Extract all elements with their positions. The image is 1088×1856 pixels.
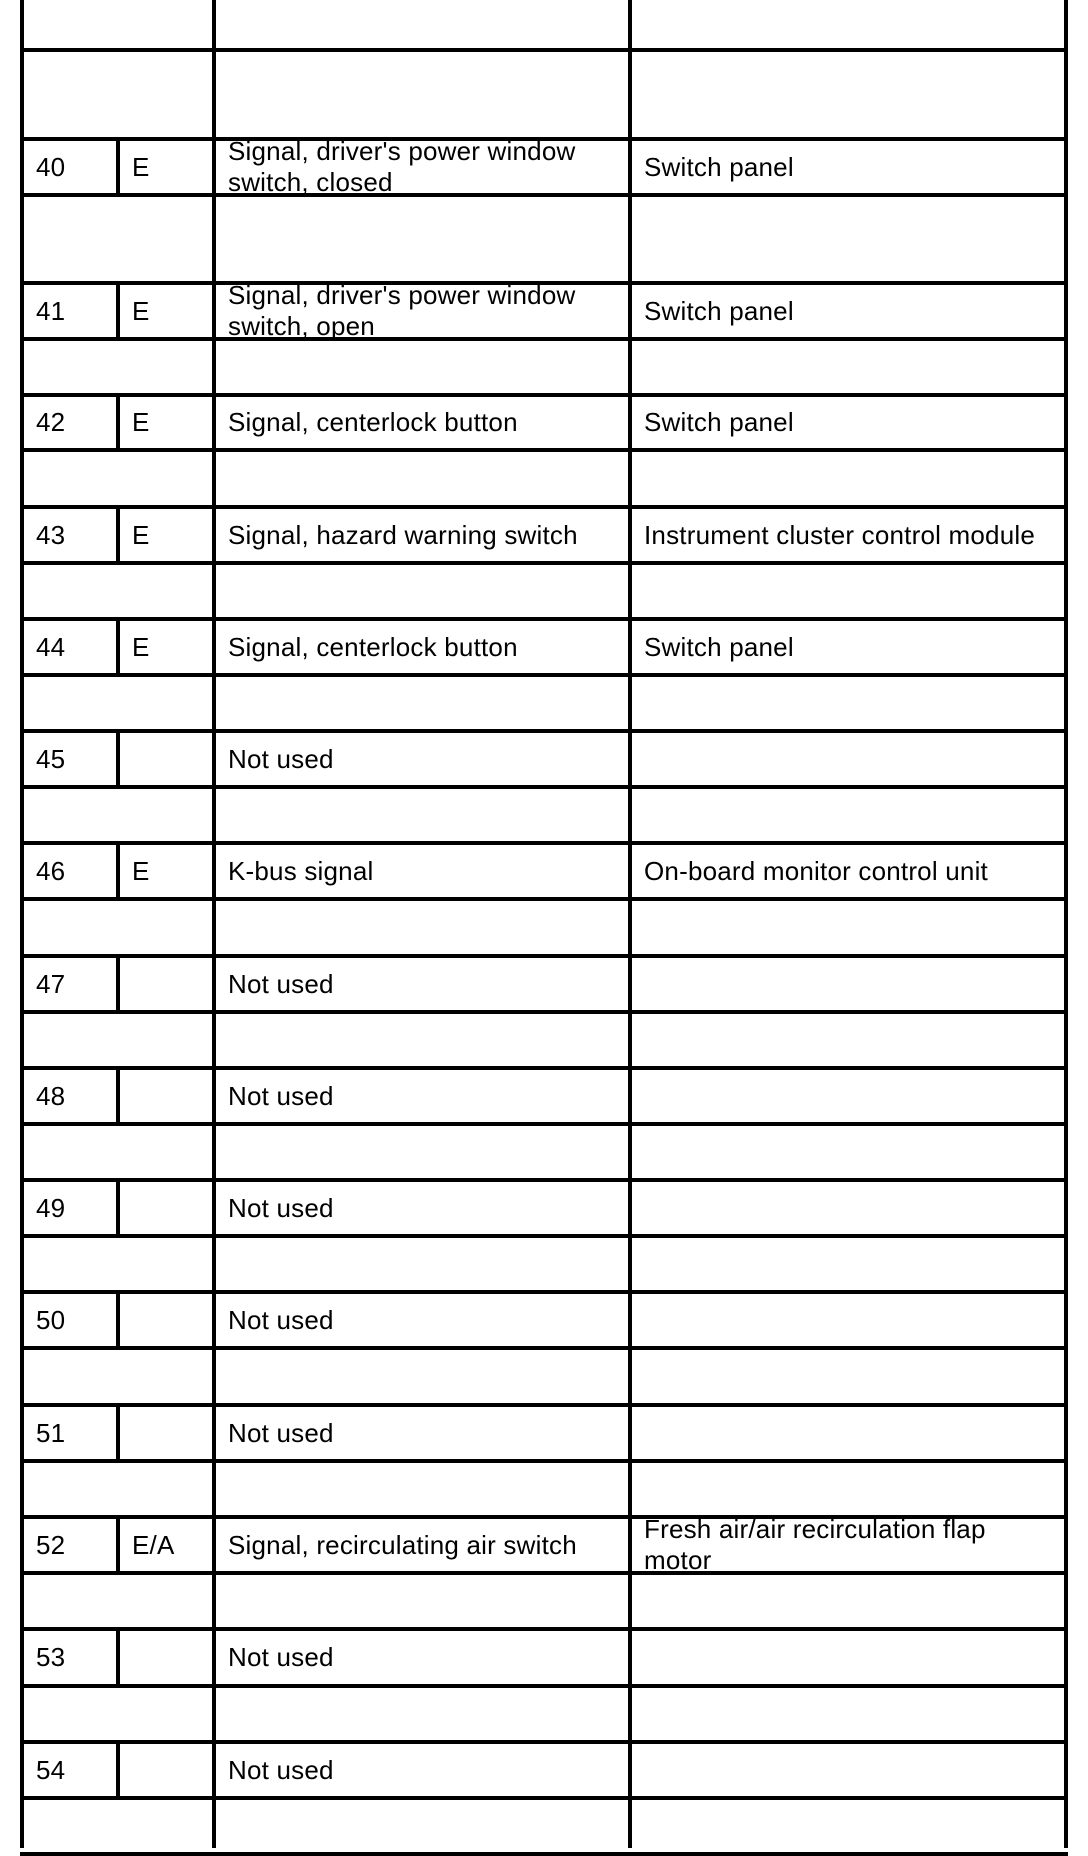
row-border: [20, 1796, 1068, 1800]
pin-cell: 50: [36, 1304, 66, 1335]
pin-cell: 49: [36, 1192, 66, 1223]
pin-cell: 51: [36, 1417, 66, 1448]
description-cell: Not used: [228, 743, 334, 774]
description-cell: Not used: [228, 968, 334, 999]
description-cell: Not used: [228, 1642, 334, 1672]
row-border: [20, 954, 1068, 958]
pin-type-divider: [116, 1515, 120, 1575]
row-border: [20, 48, 1068, 52]
row-border: [20, 505, 1068, 509]
type-cell: E: [132, 295, 150, 326]
pin-cell: 43: [36, 519, 66, 550]
pin-cell: 48: [36, 1080, 66, 1111]
row-border: [20, 1346, 1068, 1350]
row-border: [20, 617, 1068, 621]
type-cell: E: [132, 407, 150, 437]
row-border: [20, 729, 1068, 733]
pin-type-divider: [116, 393, 120, 452]
pin-cell: 40: [36, 151, 66, 182]
type-cell: E: [132, 855, 150, 886]
description-cell: Signal, driver's power window switch, closed: [228, 136, 576, 197]
component-cell: Fresh air/air recirculation flap motor: [644, 1514, 986, 1575]
pin-type-divider: [116, 617, 120, 677]
pin-cell: 46: [36, 855, 66, 886]
row-border: [20, 1684, 1068, 1688]
component-cell: Switch panel: [644, 151, 794, 182]
pin-cell: 54: [36, 1754, 66, 1785]
pin-cell: 44: [36, 631, 66, 662]
pin-type-divider: [116, 505, 120, 565]
pin-type-divider: [116, 1627, 120, 1688]
pin-type-divider: [116, 729, 120, 789]
row-border: [20, 1852, 1068, 1856]
pin-type-divider: [116, 281, 120, 341]
description-cell: Signal, recirculating air switch: [228, 1529, 577, 1560]
description-cell: Not used: [228, 1754, 334, 1785]
component-cell: Switch panel: [644, 631, 794, 662]
type-cell: E/A: [132, 1529, 175, 1560]
row-border: [20, 1403, 1068, 1407]
description-cell: Not used: [228, 1080, 334, 1111]
pin-type-divider: [116, 954, 120, 1014]
row-border: [20, 1234, 1068, 1238]
column-border: [20, 0, 24, 1848]
row-border: [20, 897, 1068, 901]
row-border: [20, 393, 1068, 397]
pin-type-divider: [116, 1740, 120, 1800]
description-cell: Signal, centerlock button: [228, 631, 518, 662]
pin-cell: 42: [36, 407, 66, 437]
type-cell: E: [132, 631, 150, 662]
description-cell: Signal, centerlock button: [228, 407, 518, 437]
row-border: [20, 1066, 1068, 1070]
pin-cell: 41: [36, 295, 66, 326]
row-border: [20, 1740, 1068, 1744]
column-border: [212, 0, 216, 1848]
description-cell: Not used: [228, 1417, 334, 1448]
description-cell: Signal, driver's power window switch, open: [228, 280, 576, 341]
component-cell: Switch panel: [644, 295, 794, 326]
component-cell: Switch panel: [644, 407, 794, 437]
component-cell: Instrument cluster control module: [644, 519, 1035, 550]
row-border: [20, 673, 1068, 677]
type-cell: E: [132, 519, 150, 550]
type-cell: E: [132, 151, 150, 182]
pin-type-divider: [116, 1066, 120, 1126]
row-border: [20, 1459, 1068, 1463]
row-border: [20, 561, 1068, 565]
pin-type-divider: [116, 137, 120, 197]
row-border: [20, 1290, 1068, 1294]
pin-cell: 45: [36, 743, 66, 774]
pin-cell: 52: [36, 1529, 66, 1560]
column-border: [1064, 0, 1068, 1848]
row-border: [20, 841, 1068, 845]
row-border: [20, 1010, 1068, 1014]
description-cell: Not used: [228, 1192, 334, 1223]
row-border: [20, 448, 1068, 452]
pin-type-divider: [116, 1403, 120, 1463]
column-border: [628, 0, 632, 1848]
pin-type-divider: [116, 1290, 120, 1350]
component-cell: On-board monitor control unit: [644, 855, 988, 886]
pin-type-divider: [116, 841, 120, 901]
pin-cell: 53: [36, 1642, 66, 1672]
row-border: [20, 1122, 1068, 1126]
description-cell: Signal, hazard warning switch: [228, 519, 578, 550]
row-border: [20, 1178, 1068, 1182]
description-cell: K-bus signal: [228, 855, 374, 886]
pin-cell: 47: [36, 968, 66, 999]
row-border: [20, 785, 1068, 789]
pin-type-divider: [116, 1178, 120, 1238]
row-border: [20, 1627, 1068, 1631]
description-cell: Not used: [228, 1304, 334, 1335]
